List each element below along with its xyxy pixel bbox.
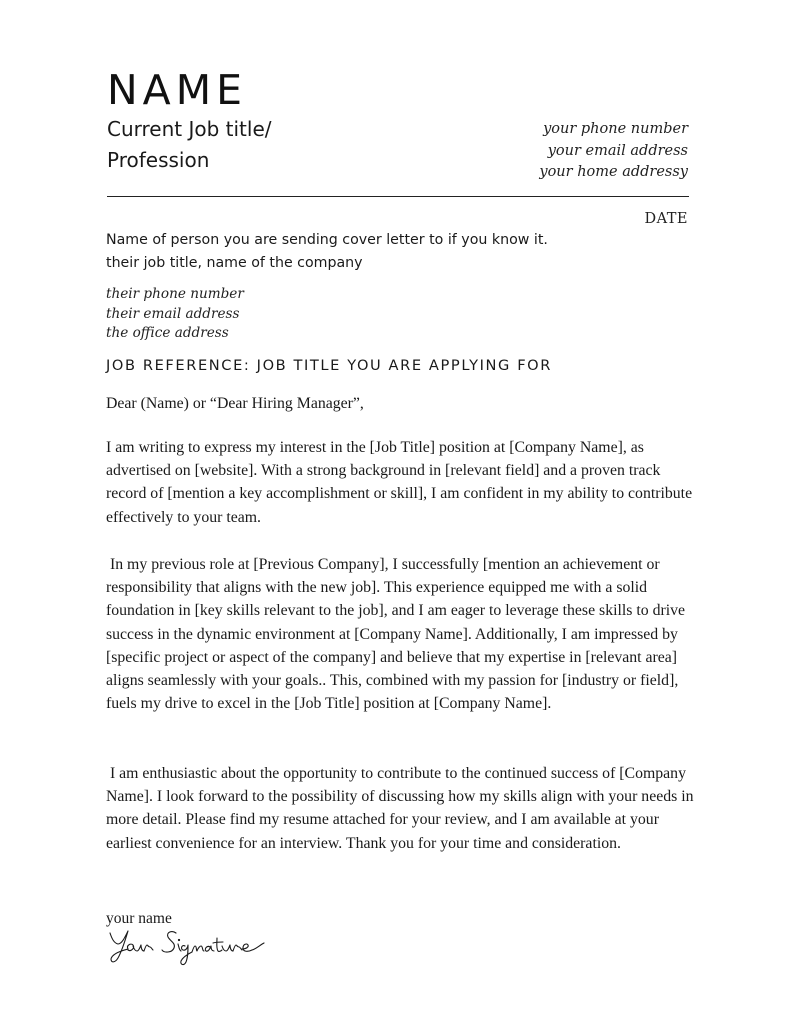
header-divider [107, 196, 689, 197]
recipient-email: their email address [106, 305, 240, 322]
recipient-block [106, 229, 548, 275]
profession-line-2: Profession [107, 148, 210, 172]
job-reference-heading: JOB REFERENCE: JOB TITLE YOU ARE APPLYING FOR [106, 357, 553, 374]
body-paragraph-1: I am writing to express my interest in the [Job Title] position at [Company Name], as advertised on [website]. With a strong background in [relevant field] and a proven track record of [mention a key accomplishment or skill], I am confident in my ability to contribute effectively to your team. [106, 439, 697, 526]
applicant-name: NAME [107, 66, 247, 114]
applicant-address: your home addressy [539, 164, 688, 180]
closing-your-name: your name [106, 910, 172, 927]
applicant-phone: your phone number [543, 121, 688, 137]
applicant-contact [539, 119, 688, 184]
recipient-address: the office address [106, 325, 229, 342]
signature-graphic [106, 925, 268, 967]
profession-block [107, 114, 272, 176]
recipient-name-line: Name of person you are sending cover letter to if you know it. [106, 232, 548, 248]
body-paragraph-3: I am enthusiastic about the opportunity to contribute to the continued success of [Company Name]. I look forward to the possibility of discussing how my skills align with your needs in more detail. Please find my resume attached for your review, and I am available at your earliest convenience for an interview. Thank you for your time and consideration. [106, 765, 698, 852]
salutation: Dear (Name) or “Dear Hiring Manager”, [106, 395, 364, 412]
letter-date: DATE [644, 211, 688, 227]
signature-strokes [110, 931, 264, 965]
recipient-title-line: their job title, name of the company [106, 255, 363, 271]
profession-line-1: Current Job title/ [107, 117, 272, 141]
body-paragraph-2: In my previous role at [Previous Company], I successfully [mention an achievement or responsibility that aligns with the new job]. This experience equipped me with a solid foundation in [key skills relevant to the job], and I am eager to leverage these skills to drive success in the dynamic environment at [Company Name]. Additionally, I am impressed by [specific project or aspect of the company] and believe that my expertise in [relevant area] aligns seamlessly with your goals.. This, combined with my passion for [industry or field], fuels my drive to excel in the [Job Title] position at [Company Name]. [106, 556, 689, 713]
applicant-email: your email address [547, 142, 688, 159]
recipient-contact [106, 285, 244, 344]
recipient-phone: their phone number [106, 286, 244, 302]
